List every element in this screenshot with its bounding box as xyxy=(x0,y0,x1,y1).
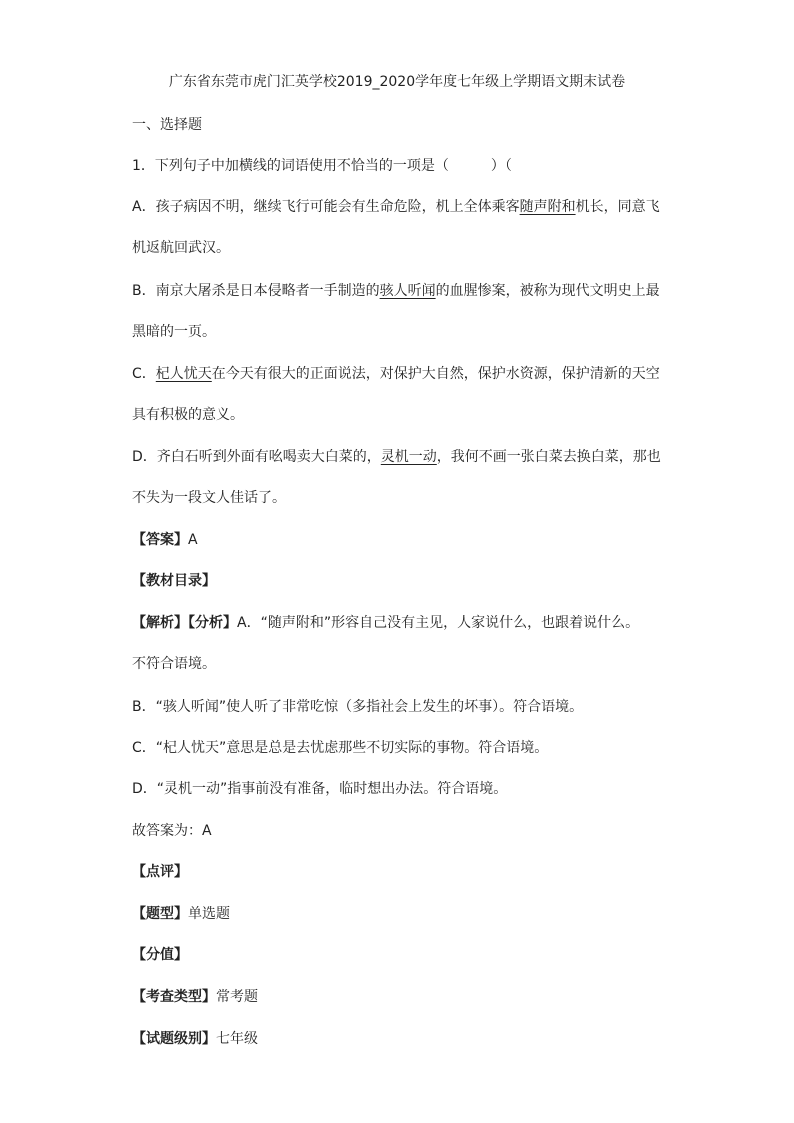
option-b-text-pre: B．南京大屠杀是日本侵略者一手制造的 xyxy=(132,283,380,299)
exam-type-tag: 【考查类型】 xyxy=(132,989,216,1005)
option-a-line1 xyxy=(132,197,660,217)
option-b-line2: 黑暗的一页。 xyxy=(132,324,216,340)
option-c-line1 xyxy=(132,364,660,384)
question-type-line xyxy=(132,904,230,924)
option-a-text-post: 机长，同意飞 xyxy=(575,199,660,215)
question-type-value: 单选题 xyxy=(188,906,230,922)
comment-tag: 【点评】 xyxy=(132,864,188,880)
option-d-text-post: ，我何不画一张白菜去换白菜，那也 xyxy=(436,449,661,465)
answer-line xyxy=(132,530,198,550)
exam-type-line xyxy=(132,987,258,1007)
analysis-b: B．“骇人听闻”使人听了非常吃惊（多指社会上发生的坏事）。符合语境。 xyxy=(132,699,584,715)
exam-type-value: 常考题 xyxy=(216,989,258,1005)
analysis-tag: 【解析】【分析】 xyxy=(132,615,237,631)
textbook-line xyxy=(132,571,216,591)
analysis-d: D．“灵机一动”指事前没有准备，临时想出办法。符合语境。 xyxy=(132,781,508,797)
option-d-line1 xyxy=(132,447,661,467)
option-c-line2: 具有积极的意义。 xyxy=(132,407,244,423)
analysis-a-text: A．“随声附和”形容自己没有主见，人家说什么，也跟着说什么。 xyxy=(237,615,640,631)
option-d-underlined-term: 灵机一动 xyxy=(380,449,437,465)
question-stem: 1．下列句子中加横线的词语使用不恰当的一项是（ ）（ xyxy=(132,158,512,174)
option-d-text-pre: D．齐白石听到外面有吆喝卖大白菜的， xyxy=(132,449,381,465)
option-c-text-post: 在今天有很大的正面说法，对保护大自然，保护水资源，保护清新的天空 xyxy=(211,366,660,382)
option-a-underlined-term: 随声附和 xyxy=(519,199,576,215)
option-a-line2: 机返航回武汉。 xyxy=(132,240,230,256)
option-b-line1 xyxy=(132,281,660,301)
option-b-text-post: 的血腥惨案，被称为现代文明史上最 xyxy=(435,283,660,299)
option-c-underlined-term: 杞人忧天 xyxy=(155,366,212,382)
analysis-c: C．“杞人忧天”意思是总是去忧虑那些不切实际的事物。符合语境。 xyxy=(132,740,549,756)
answer-tag: 【答案】 xyxy=(132,532,188,548)
option-b-underlined-term: 骇人听闻 xyxy=(379,283,436,299)
section-heading: 一、选择题 xyxy=(132,117,202,133)
comment-line xyxy=(132,862,188,882)
score-tag: 【分值】 xyxy=(132,947,188,963)
option-c-text-pre: C． xyxy=(132,366,156,382)
option-d-line2: 不失为一段文人佳话了。 xyxy=(132,490,286,506)
option-a-text-pre: A．孩子病因不明，继续飞行可能会有生命危险，机上全体乘客 xyxy=(132,199,520,215)
analysis-a-line2: 不符合语境。 xyxy=(132,656,216,672)
analysis-line1 xyxy=(132,613,639,633)
level-value: 七年级 xyxy=(216,1031,258,1047)
question-type-tag: 【题型】 xyxy=(132,906,188,922)
analysis-conclusion: 故答案为：A xyxy=(132,823,212,839)
page-title: 广东省东莞市虎门汇英学校2019_2020学年度七年级上学期语文期末试卷 xyxy=(168,74,626,90)
answer-value: A xyxy=(188,532,198,548)
level-tag: 【试题级别】 xyxy=(132,1031,216,1047)
score-line xyxy=(132,945,188,965)
textbook-tag: 【教材目录】 xyxy=(132,573,216,589)
level-line xyxy=(132,1029,258,1049)
